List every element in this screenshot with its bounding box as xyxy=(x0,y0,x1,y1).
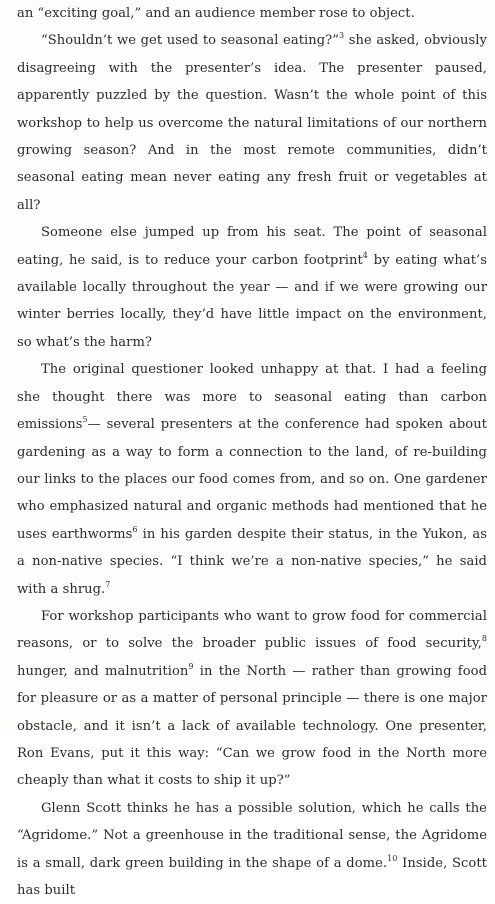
footnote-marker: 6 xyxy=(132,524,138,534)
text-run: hunger, and malnutrition xyxy=(17,663,189,679)
text-run: she asked, obviously disagreeing with the presenter’s idea. The presenter paused, apparently puzzled by the question. Wasn’t the whole point of this workshop to help us overcome the natural limitations of our northern growing season? And in the most remote communities, didn’t seasonal eating mean never eating any fresh fruit or vegetables at all? xyxy=(17,33,487,213)
paragraph xyxy=(17,356,487,603)
footnote-marker: 9 xyxy=(188,661,194,671)
footnote-marker: 10 xyxy=(387,853,398,863)
text-run: “Shouldn’t we get used to seasonal eating?” xyxy=(41,33,339,49)
text-run: The original questioner looked unhappy at that. I had a feeling she thought there was more to seasonal eating than carbon emissions xyxy=(17,362,487,433)
paragraph xyxy=(17,219,487,356)
text-run: in his garden despite their status, in the Yukon, as a non-native species. “I think we’re a non-native species,” he said with a shrug. xyxy=(17,526,487,597)
footnote-marker: 5 xyxy=(82,415,88,425)
text-run: For workshop participants who want to grow food for commercial reasons, or to solve the broader public issues of food security, xyxy=(17,608,487,652)
paragraph xyxy=(17,27,487,219)
text-run: Inside, Scott has built xyxy=(17,855,487,898)
text-run: in the North — rather than growing food for pleasure or as a matter of personal principle — there is one major obstacle, and it isn’t a lack of available technology. One presenter, Ron Evans, put it this way: “Can we grow food in the North more cheaply than what it costs to ship it up?” xyxy=(17,663,487,789)
paragraph xyxy=(17,603,487,795)
text-run: Someone else jumped up from his seat. The point of seasonal eating, he said, is to reduce your carbon footprint xyxy=(17,225,487,268)
text-run: an “exciting goal,” and an audience member rose to object. xyxy=(17,6,415,21)
paragraph xyxy=(17,0,487,27)
text-run: Glenn Scott thinks he has a possible solution, which he calls the “Agridome.” Not a greenhouse in the traditional sense, the Agridome is a small, dark green building in the shape of a dome. xyxy=(17,800,487,871)
paragraph xyxy=(17,795,487,904)
footnote-marker: 3 xyxy=(338,31,345,41)
footnote-marker: 7 xyxy=(105,579,111,589)
footnote-marker: 4 xyxy=(362,250,368,260)
text-run: by eating what’s available locally throughout the year — and if we were growing our winter berries locally, they’d have little impact on the environment, so what’s the harm? xyxy=(17,252,487,350)
footnote-marker: 8 xyxy=(481,634,487,644)
text-run: — several presenters at the conference had spoken about gardening as a way to form a connection to the land, of re-building our links to the places our food comes from, and so on. One gardener who emphasized natural and organic methods had mentioned that he uses earthworms xyxy=(17,417,487,542)
body-text xyxy=(17,0,487,904)
